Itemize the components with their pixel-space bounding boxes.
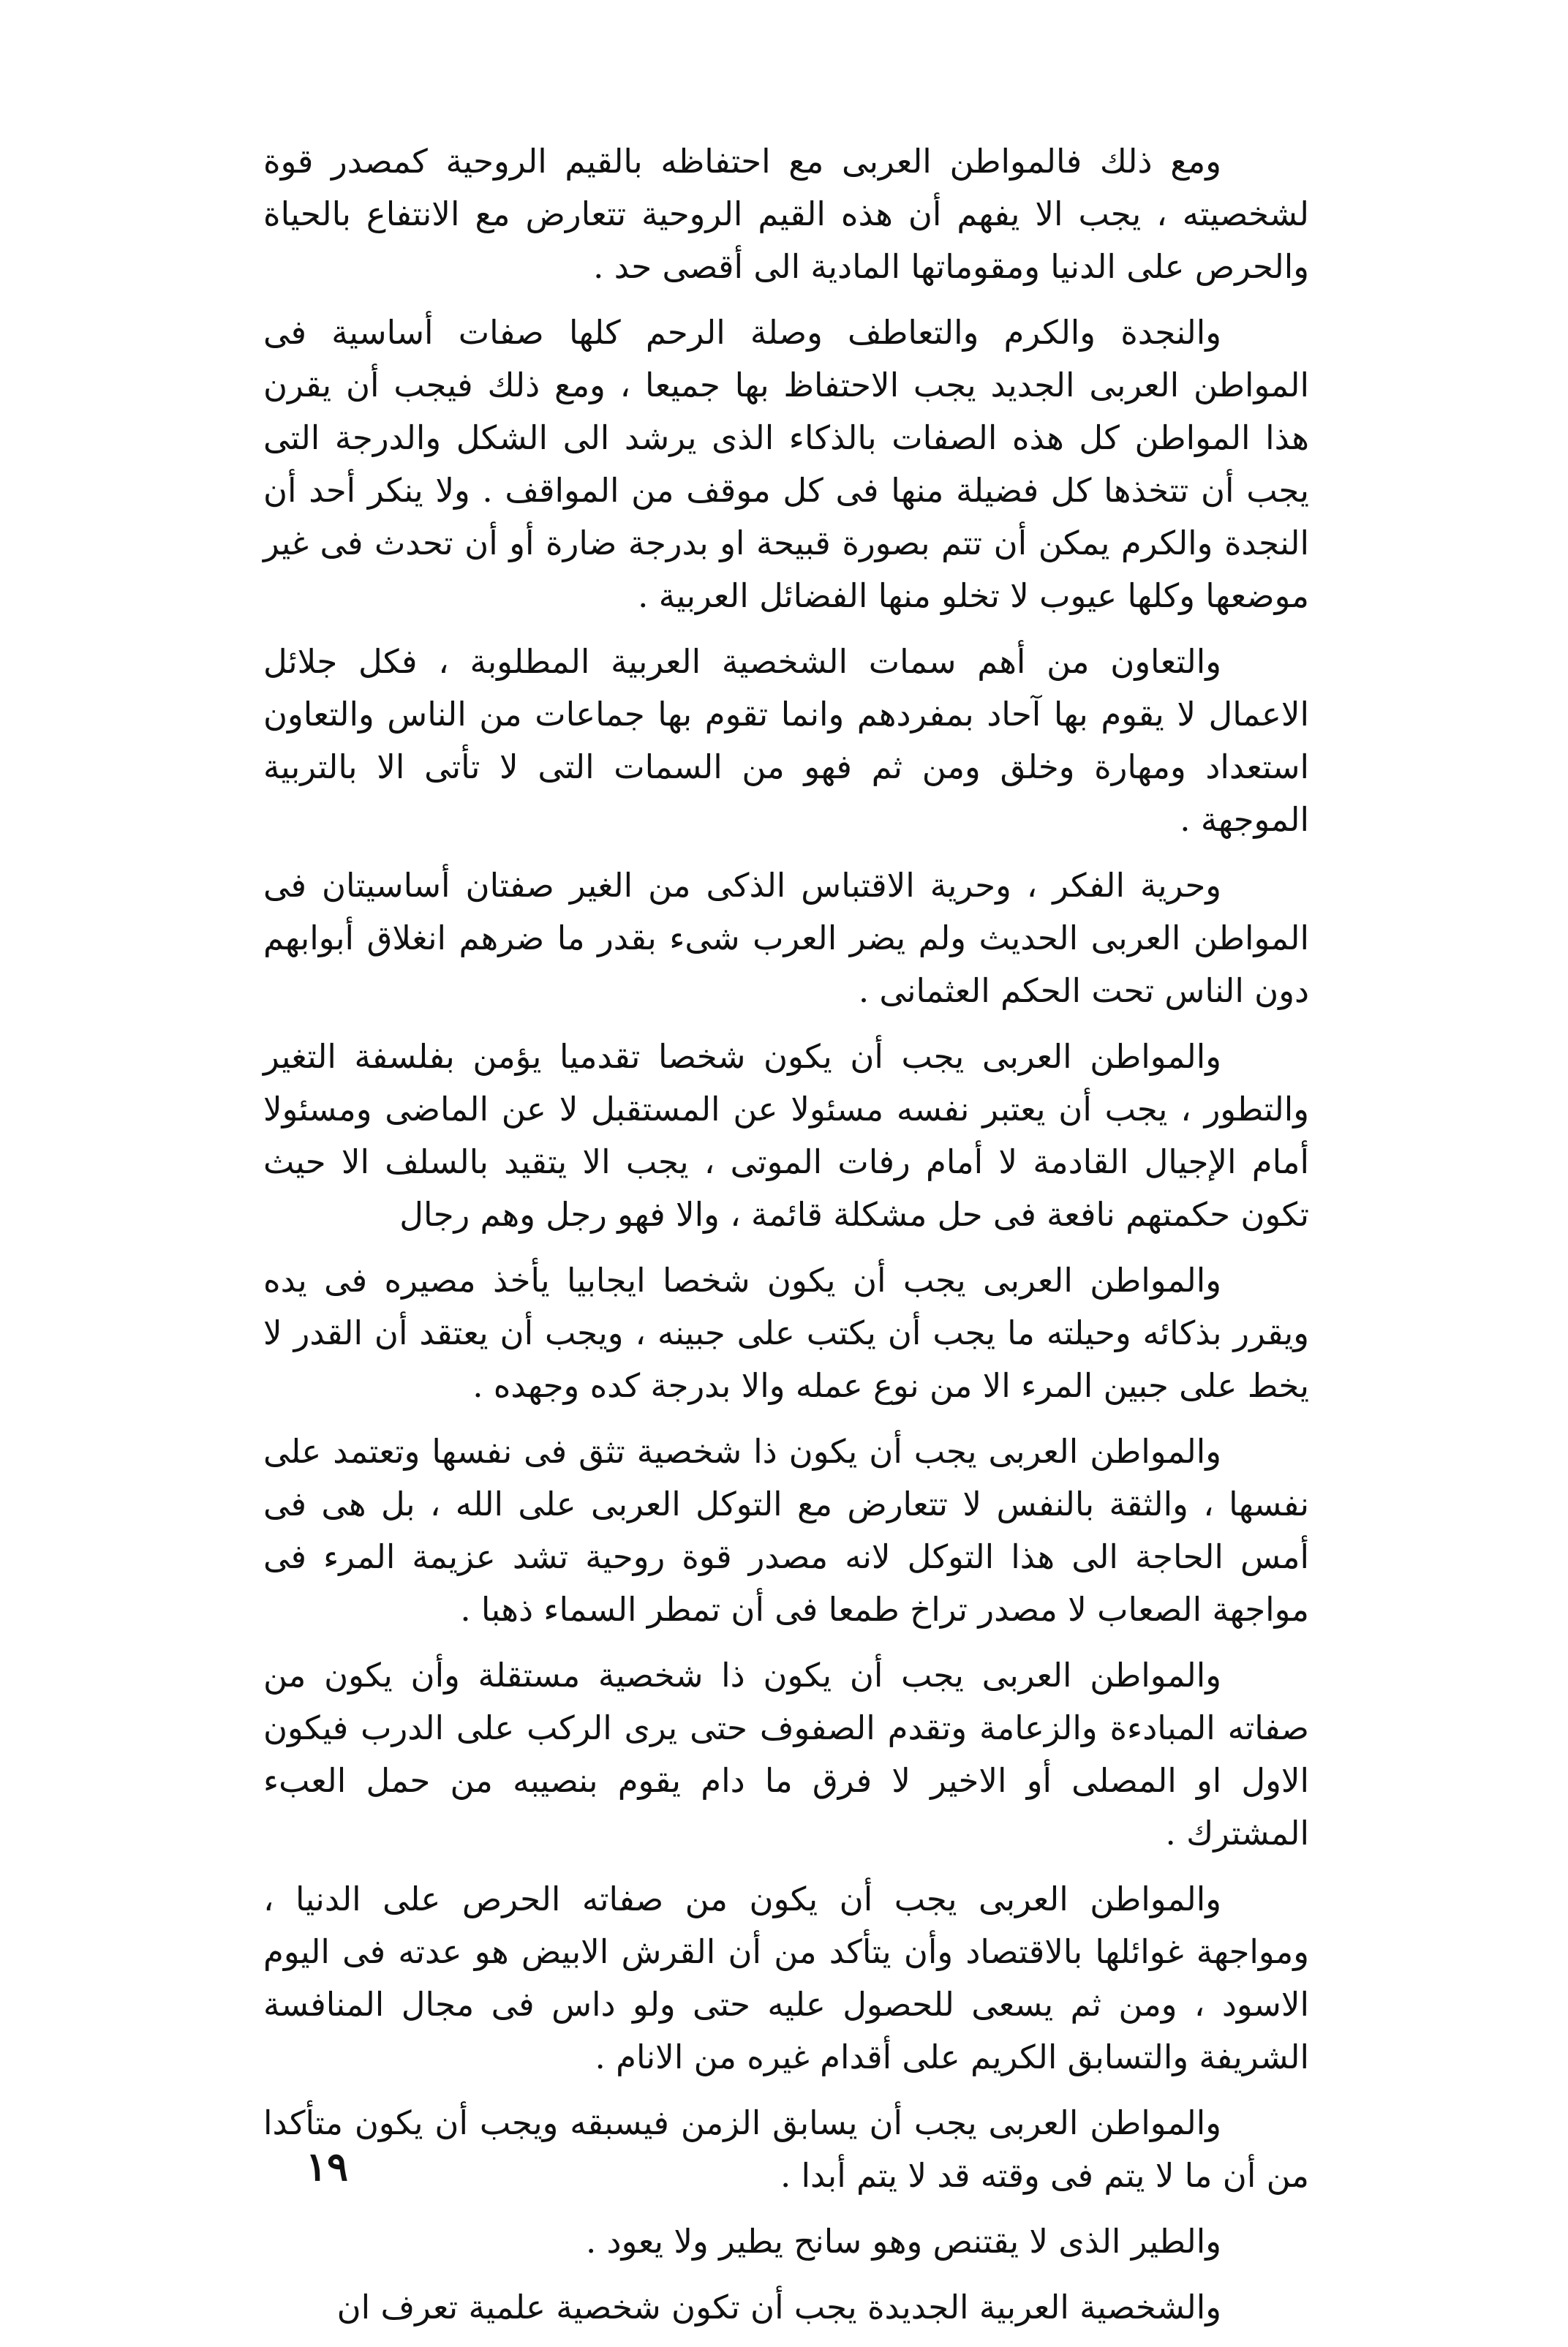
paragraph-independence: والمواطن العربى يجب أن يكون ذا شخصية مستقلة وأن يكون من صفاته المبادءة والزعامة وتقدم الصفوف حتى يرى الركب على الدرب فيكون الاول او المصلى أو الاخير لا فرق ما دام يقوم بنصيبه من حمل العبء المشترك . [263, 1656, 1309, 1853]
paragraph-freedom-of-thought: وحرية الفكر ، وحرية الاقتباس الذكى من الغير صفتان أساسيتان فى المواطن العربى الحديث ولم يضر العرب شىء بقدر ما ضرهم انغلاق أبوابهم دون الناس تحت الحكم العثمانى . [263, 866, 1309, 1010]
page-number: ١٩ [306, 2143, 349, 2190]
paragraph-scientific: والشخصية العربية الجديدة يجب أن تكون شخصية علمية تعرف ان [336, 2288, 1221, 2327]
paragraph-cooperation: والتعاون من أهم سمات الشخصية العربية المطلوبة ، فكل جلائل الاعمال لا يقوم بها آحاد بمفردهم وانما تقوم بها جماعات من الناس والتعاون استعداد ومهارة وخلق ومن ثم فهو من السمات التى لا تأتى الا بالتربية الموجهة . [263, 642, 1309, 839]
paragraph-bird-proverb: والطير الذى لا يقتنص وهو سانح يطير ولا يعود . [585, 2222, 1221, 2261]
paragraph-spiritual-values: ومع ذلك فالمواطن العربى مع احتفاظه بالقيم الروحية كمصدر قوة لشخصيته ، يجب الا يفهم أن هذه القيم الروحية تتعارض مع الانتفاع بالحياة والحرص على الدنيا ومقوماتها المادية الى أقصى حد . [263, 142, 1309, 286]
paragraph-economy: والمواطن العربى يجب أن يكون من صفاته الحرص على الدنيا ، ومواجهة غوائلها بالاقتصاد وأن يتأكد من أن القرش الابيض هو عدته فى اليوم الاسود ، ومن ثم يسعى للحصول عليه حتى ولو داس فى مجال المنافسة الشريفة والتسابق الكريم على أقدام غيره من الانام . [263, 1880, 1309, 2076]
paragraph-generosity: والنجدة والكرم والتعاطف وصلة الرحم كلها صفات أساسية فى المواطن العربى الجديد يجب الاحتفاظ بها جميعا ، ومع ذلك فيجب أن يقرن هذا المواطن كل هذه الصفات بالذكاء الذى يرشد الى الشكل والدرجة التى يجب أن تتخذها كل فضيلة منها فى كل موقف من المواقف . ولا ينكر أحد أن النجدة والكرم يمكن أن تتم بصورة قبيحة او بدرجة ضارة أو أن تحدث فى غير موضعها وكلها عيوب لا تخلو منها الفضائل العربية . [263, 313, 1309, 615]
paragraph-positive: والمواطن العربى يجب أن يكون شخصا ايجابيا يأخذ مصيره فى يده ويقرر بذكائه وحيلته ما يجب أن يكتب على جبينه ، ويجب أن يعتقد أن القدر لا يخط على جبين المرء الا من نوع عمله والا بدرجة كده وجهده . [263, 1261, 1309, 1405]
paragraph-self-confidence: والمواطن العربى يجب أن يكون ذا شخصية تثق فى نفسها وتعتمد على نفسها ، والثقة بالنفس لا تتعارض مع التوكل العربى على الله ، بل هى فى أمس الحاجة الى هذا التوكل لانه مصدر قوة روحية تشد عزيمة المرء فى مواجهة الصعاب لا مصدر تراخ طمعا فى أن تمطر السماء ذهبا . [263, 1432, 1309, 1629]
paragraph-time: والمواطن العربى يجب أن يسابق الزمن فيسبقه ويجب أن يكون متأكدا من أن ما لا يتم فى وقته قد لا يتم أبدا . [263, 2103, 1309, 2195]
page-body-text [263, 135, 1309, 2347]
paragraph-progressive: والمواطن العربى يجب أن يكون شخصا تقدميا يؤمن بفلسفة التغير والتطور ، يجب أن يعتبر نفسه مسئولا عن المستقبل لا عن الماضى ومسئولا أمام الإجيال القادمة لا أمام رفات الموتى ، يجب الا يتقيد بالسلف الا حيث تكون حكمتهم نافعة فى حل مشكلة قائمة ، والا فهو رجل وهم رجال [263, 1037, 1309, 1234]
